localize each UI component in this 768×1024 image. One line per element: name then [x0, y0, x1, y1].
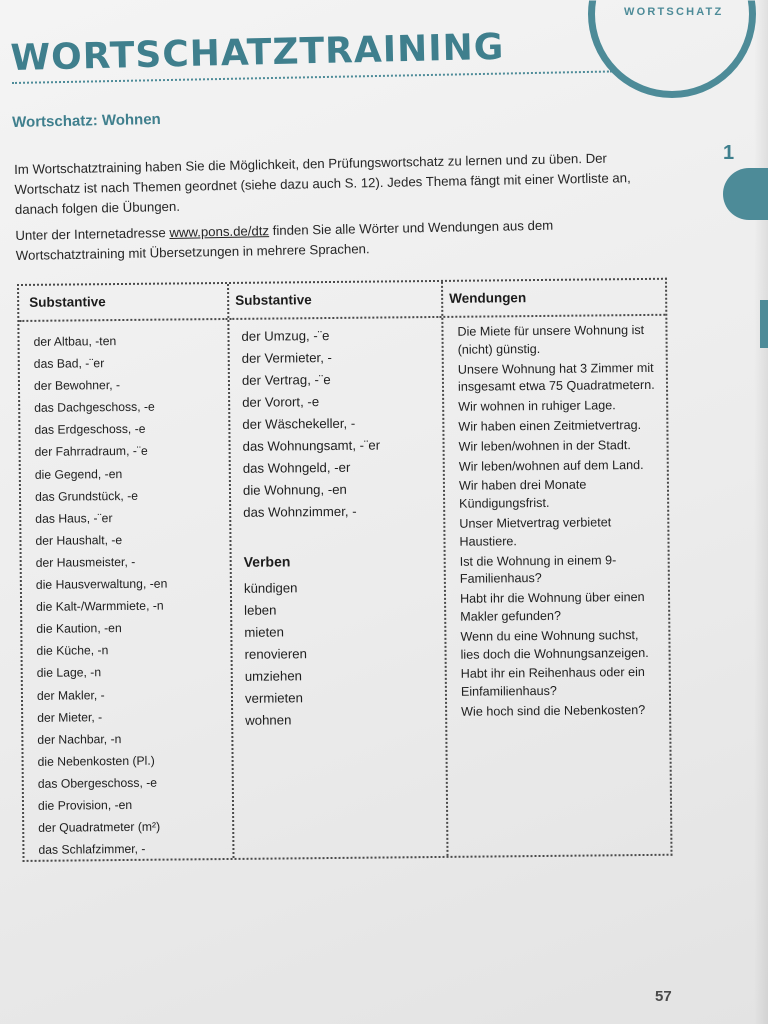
- phrase-item: Wir haben einen Zeitmietvertrag.: [458, 418, 642, 434]
- vocab-item: die Hausverwaltung, -en: [35, 576, 168, 592]
- vocab-item: das Grundstück, -e: [34, 488, 139, 504]
- phrase-item: Habt ihr die Wohnung über einen Makler gefunden?: [459, 590, 645, 624]
- vocab-item: das Obergeschoss, -e: [37, 775, 158, 791]
- page-edge-shadow: [754, 0, 768, 1024]
- verbs-heading: Verben: [243, 553, 291, 570]
- phrase-item: Unsere Wohnung hat 3 Zimmer mit insgesamt etwa 75 Quadratmetern.: [457, 360, 655, 395]
- vocab-item: der Altbau, -ten: [33, 334, 117, 349]
- vocabulary-table: [17, 278, 673, 862]
- chapter-tab: [723, 168, 768, 220]
- chapter-edge-mark: [760, 300, 768, 348]
- vocab-item: die Nebenkosten (Pl.): [37, 753, 155, 769]
- vocab-item: der Umzug, -¨e: [241, 328, 330, 344]
- vocab-item: der Nachbar, -n: [37, 731, 122, 747]
- page-title: WORTSCHATZTRAINING: [10, 26, 505, 79]
- phrases-column: [441, 280, 670, 856]
- nouns-verbs-column: [227, 282, 447, 858]
- intro-paragraph-1: Im Wortschatztraining haben Sie die Möglichkeit, den Prüfungswortschatz zu lernen und zu üben. Der Wortschatz ist nach Themen geordnet (siehe dazu auch S. 12). Jedes Thema fängt mit einer Wortliste an, danach folgen die Übungen.: [14, 150, 631, 217]
- vocab-item: der Hausmeister, -: [35, 554, 136, 570]
- vocab-item: das Wohnzimmer, -: [243, 503, 357, 520]
- vocab-item: das Wohnungsamt, -¨er: [242, 437, 381, 454]
- intro-text: [14, 148, 656, 272]
- vocab-item: die Provision, -en: [37, 797, 133, 813]
- phrase-item: Wir haben drei Monate Kündigungsfrist.: [458, 477, 587, 511]
- verb-item: vermieten: [244, 690, 303, 706]
- vocab-item: das Schlafzimmer, -: [38, 841, 146, 857]
- phrase-item: Wir leben/wohnen in der Stadt.: [458, 437, 631, 454]
- vocab-item: das Dachgeschoss, -e: [34, 399, 155, 416]
- vocab-item: der Quadratmeter (m²): [38, 819, 161, 835]
- phrase-item: Ist die Wohnung in einem 9-Familienhaus?: [459, 552, 617, 587]
- intro-text-before-link: Unter der Internetadresse: [15, 225, 170, 243]
- verb-item: leben: [244, 602, 277, 618]
- verbs-list: [238, 570, 440, 732]
- phrase-item: Die Miete für unsere Wohnung ist (nicht) günstig.: [457, 322, 645, 357]
- vocab-item: die Kalt-/Warmmiete, -n: [36, 598, 164, 614]
- vocab-item: der Vermieter, -: [241, 349, 332, 366]
- intro-text-after-link: finden Sie alle Wörter und Wendungen aus dem Wortschatztraining mit Übersetzungen in mehrere Sprachen.: [15, 217, 554, 263]
- phrase-item: Unser Mietvertrag verbietet Haustiere.: [459, 515, 612, 549]
- verb-item: mieten: [244, 624, 285, 640]
- vocab-item: das Erdgeschoss, -e: [34, 422, 146, 438]
- section-label: WORTSCHATZ: [624, 6, 724, 18]
- nouns-column-1: [19, 284, 233, 860]
- vocab-item: die Küche, -n: [36, 643, 109, 659]
- chapter-number: 1: [723, 142, 735, 164]
- nouns-list-1: [25, 320, 226, 861]
- verb-item: kündigen: [243, 580, 298, 596]
- vocab-item: das Bad, -¨er: [33, 356, 105, 371]
- vocab-item: der Makler, -: [36, 687, 105, 703]
- phrase-item: Habt ihr ein Reihenhaus oder ein Einfamilienhaus?: [460, 665, 645, 699]
- phrase-item: Wir wohnen in ruhiger Lage.: [458, 398, 616, 414]
- vocab-item: der Bewohner, -: [33, 378, 121, 394]
- column-heading-phrases: Wendungen: [443, 280, 665, 318]
- phrases-list: [449, 316, 663, 722]
- pons-website-link[interactable]: www.pons.de/dtz: [169, 223, 270, 241]
- vocab-item: der Fahrradraum, -¨e: [34, 444, 148, 460]
- vocab-item: das Wohngeld, -er: [242, 459, 351, 476]
- vocab-item: die Wohnung, -en: [242, 481, 347, 498]
- vocab-item: die Gegend, -en: [34, 466, 123, 482]
- phrase-item: Wie hoch sind die Nebenkosten?: [461, 702, 646, 719]
- vocab-item: der Vertrag, -¨e: [241, 371, 331, 388]
- vocab-item: der Wäschekeller, -: [242, 415, 356, 432]
- nouns-list-2: [235, 318, 437, 524]
- topic-heading: Wortschatz: Wohnen: [12, 110, 161, 131]
- vocab-item: der Haushalt, -e: [35, 532, 123, 548]
- vocab-item: der Vorort, -e: [242, 394, 320, 410]
- vocab-item: die Kaution, -en: [36, 621, 122, 637]
- vocab-item: das Haus, -¨er: [35, 510, 113, 526]
- phrase-item: Wenn du eine Wohnung suchst, lies doch die Wohnungsanzeigen.: [460, 627, 649, 662]
- phrase-item: Wir leben/wohnen auf dem Land.: [458, 457, 644, 474]
- verb-item: umziehen: [244, 668, 303, 684]
- verb-item: renovieren: [244, 646, 307, 662]
- column-heading-nouns-2: Substantive: [229, 282, 441, 320]
- vocab-item: der Mieter, -: [37, 709, 103, 725]
- verb-item: wohnen: [245, 712, 292, 728]
- column-heading-nouns-1: Substantive: [19, 284, 227, 322]
- page-number: 57: [655, 988, 672, 1005]
- vocab-item: die Lage, -n: [36, 665, 102, 681]
- intro-paragraph-2: [15, 214, 656, 266]
